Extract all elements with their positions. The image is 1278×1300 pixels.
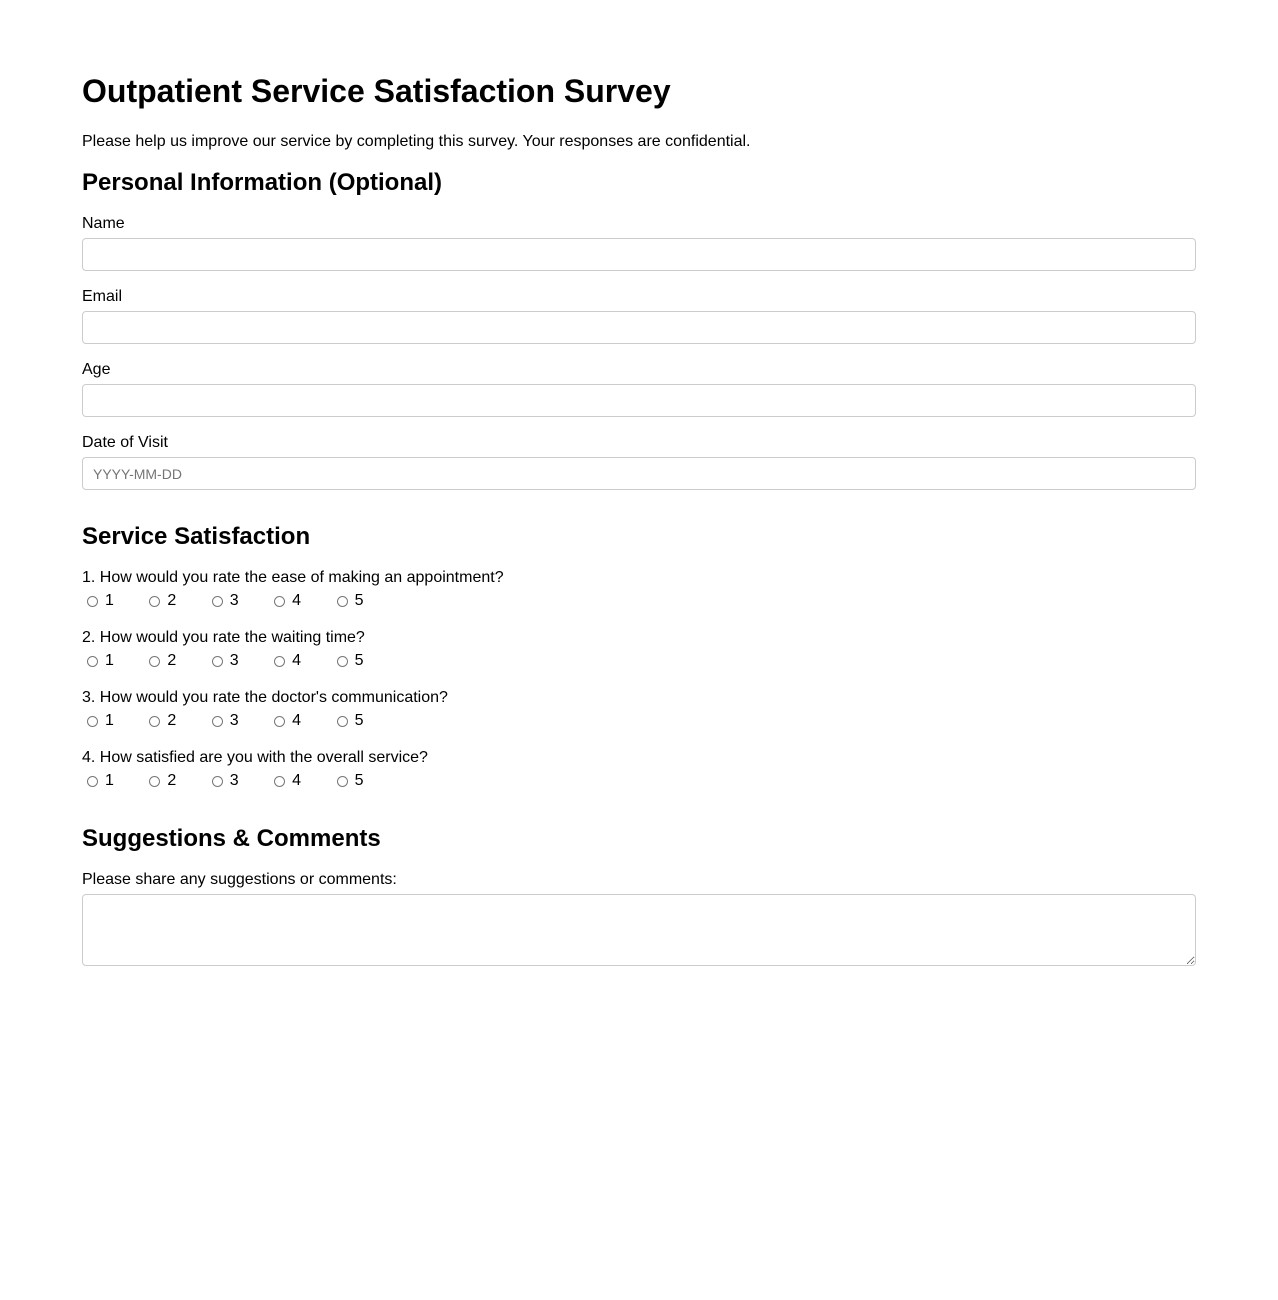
radio-button[interactable] (337, 596, 348, 607)
question-1-text: 1. How would you rate the ease of making an appointment? (82, 569, 504, 586)
radio-button[interactable] (274, 656, 285, 667)
date-of-visit-label: Date of Visit (82, 434, 168, 451)
rating-option-label: 3 (229, 712, 239, 729)
rating-option[interactable] (82, 592, 144, 610)
question-3-text: 3. How would you rate the doctor's communication? (82, 689, 448, 706)
page-title: Outpatient Service Satisfaction Survey (82, 73, 671, 109)
rating-option-label: 5 (354, 652, 364, 669)
rating-option[interactable] (82, 712, 144, 730)
rating-option-label: 4 (292, 652, 302, 669)
question-2-rating-group (82, 652, 394, 670)
radio-button[interactable] (87, 716, 98, 727)
question-3-rating-group (82, 712, 394, 730)
rating-option-label: 1 (105, 592, 114, 609)
comments-textarea[interactable] (82, 894, 1196, 966)
rating-option[interactable] (82, 652, 144, 670)
radio-button[interactable] (337, 776, 348, 787)
rating-option[interactable] (207, 592, 269, 610)
radio-button[interactable] (149, 776, 160, 787)
radio-button[interactable] (337, 656, 348, 667)
rating-option-label: 5 (354, 592, 364, 609)
rating-option[interactable] (332, 652, 394, 670)
rating-option[interactable] (144, 772, 206, 790)
rating-option[interactable] (207, 652, 269, 670)
question-4-text: 4. How satisfied are you with the overall service? (82, 749, 428, 766)
rating-option[interactable] (144, 652, 206, 670)
service-satisfaction-heading: Service Satisfaction (82, 523, 311, 550)
email-input[interactable] (82, 311, 1196, 344)
rating-option-label: 1 (105, 652, 114, 669)
rating-option[interactable] (332, 592, 394, 610)
radio-button[interactable] (274, 776, 285, 787)
date-of-visit-input[interactable] (82, 457, 1196, 490)
rating-option[interactable] (269, 592, 331, 610)
rating-option-label: 4 (292, 592, 302, 609)
radio-button[interactable] (149, 716, 160, 727)
personal-info-heading: Personal Information (Optional) (82, 169, 443, 196)
comments-label: Please share any suggestions or comments: (82, 871, 397, 888)
rating-option-label: 3 (229, 652, 239, 669)
suggestions-heading: Suggestions & Comments (82, 825, 381, 852)
question-2-text: 2. How would you rate the waiting time? (82, 629, 365, 646)
rating-option[interactable] (332, 712, 394, 730)
age-label: Age (82, 361, 111, 378)
rating-option[interactable] (144, 592, 206, 610)
question-4-rating-group (82, 772, 394, 790)
rating-option-label: 2 (167, 652, 177, 669)
rating-option[interactable] (269, 772, 331, 790)
rating-option-label: 2 (167, 772, 177, 789)
rating-option[interactable] (207, 772, 269, 790)
rating-option[interactable] (82, 772, 144, 790)
radio-button[interactable] (212, 596, 223, 607)
radio-button[interactable] (212, 656, 223, 667)
radio-button[interactable] (87, 656, 98, 667)
name-input[interactable] (82, 238, 1196, 271)
radio-button[interactable] (149, 596, 160, 607)
radio-button[interactable] (212, 776, 223, 787)
radio-button[interactable] (87, 596, 98, 607)
rating-option-label: 2 (167, 592, 177, 609)
radio-button[interactable] (149, 656, 160, 667)
rating-option[interactable] (269, 652, 331, 670)
rating-option-label: 1 (105, 772, 114, 789)
rating-option-label: 2 (167, 712, 177, 729)
question-1-rating-group (82, 592, 394, 610)
intro-text: Please help us improve our service by completing this survey. Your responses are confidential. (82, 133, 751, 150)
radio-button[interactable] (87, 776, 98, 787)
radio-button[interactable] (274, 716, 285, 727)
radio-button[interactable] (274, 596, 285, 607)
rating-option-label: 3 (229, 592, 239, 609)
rating-option-label: 5 (354, 712, 364, 729)
email-label: Email (82, 288, 123, 305)
rating-option-label: 4 (292, 712, 302, 729)
radio-button[interactable] (337, 716, 348, 727)
name-label: Name (82, 215, 125, 232)
rating-option[interactable] (332, 772, 394, 790)
radio-button[interactable] (212, 716, 223, 727)
rating-option[interactable] (144, 712, 206, 730)
rating-option-label: 1 (105, 712, 114, 729)
rating-option-label: 4 (292, 772, 302, 789)
rating-option[interactable] (207, 712, 269, 730)
rating-option-label: 5 (354, 772, 364, 789)
rating-option[interactable] (269, 712, 331, 730)
rating-option-label: 3 (229, 772, 239, 789)
age-input[interactable] (82, 384, 1196, 417)
